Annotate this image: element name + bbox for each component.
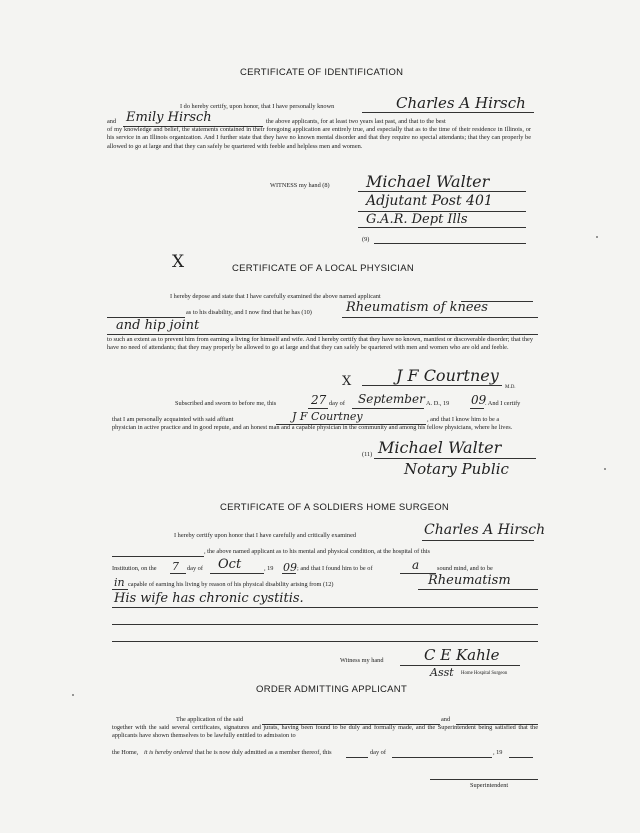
eleven-label: (11) xyxy=(362,451,373,458)
affiant-handwritten: J F Courtney xyxy=(292,410,363,423)
institution-day-handwritten: 7 xyxy=(172,560,179,573)
applicant-name-handwritten: Charles A Hirsch xyxy=(396,94,526,112)
sworn-text-c: A. D., 19 xyxy=(426,400,450,407)
nine-line xyxy=(374,243,526,244)
physician-line2: as to his disability, and I now find that he has (10) xyxy=(186,309,312,316)
asst-handwritten: Asst xyxy=(430,666,454,679)
order-day-line xyxy=(346,757,368,758)
institution-mind-handwritten: a xyxy=(412,558,420,572)
identification-intro: I do hereby certify, upon honor, that I have personally known xyxy=(180,103,335,110)
wife-condition-handwritten: His wife has chronic cystitis. xyxy=(114,591,304,606)
institution-text-a: Institution, on the xyxy=(112,565,157,572)
physician-signature-line xyxy=(362,385,502,386)
notary-signature-handwritten: Michael Walter xyxy=(378,438,502,457)
sworn-day-line xyxy=(308,408,328,409)
order-month-line xyxy=(392,757,492,758)
remarks-line-3 xyxy=(112,641,538,642)
institution-month-handwritten: Oct xyxy=(218,557,242,572)
witness-title-handwritten-1: Adjutant Post 401 xyxy=(366,193,493,209)
superintendent-signature-line xyxy=(430,779,538,780)
incapable-prefix-handwritten: in xyxy=(114,576,125,589)
sworn-year-line xyxy=(470,408,484,409)
md-label: M.D. xyxy=(505,385,516,390)
scan-speck xyxy=(596,236,598,238)
notary-signature-line xyxy=(374,458,536,459)
physician-signature-handwritten: J F Courtney xyxy=(396,366,499,385)
sworn-month-handwritten: September xyxy=(358,392,425,406)
acquaintance-text-b: , and that I know him to be a xyxy=(427,416,500,423)
spouse-name-handwritten: Emily Hirsch xyxy=(126,110,212,125)
sworn-day-handwritten: 27 xyxy=(311,393,327,407)
surgeon-signature-line xyxy=(400,665,520,666)
institution-year-handwritten: 09 xyxy=(283,561,297,574)
surgeon-line2: , the above named applicant as to his mental and physical condition, at the hospital of this xyxy=(204,548,430,555)
acquaintance-text-a: that I am personally acquainted with said affiant xyxy=(112,416,234,423)
remarks-line-1 xyxy=(112,607,538,608)
institution-text-c: , 19 xyxy=(264,565,274,572)
remarks-line-2 xyxy=(112,624,538,625)
identification-body: of my knowledge and belief, the statements contained in their foregoing application are entirely true, and especially that as to the time of their residence in Illinois, or his service in an Illinois organization. And I further state that they have no known mental disorder and that they require no special attendants; that they can properly be allowed to go at large and that they can safely be quartered with feeble and helpless men and women. xyxy=(107,126,531,150)
order-line3-a: the Home, xyxy=(112,749,139,756)
sworn-text-a: Subscribed and sworn to before me, this xyxy=(175,400,277,407)
order-year-line xyxy=(509,757,533,758)
nine-label: (9) xyxy=(362,236,370,243)
disability-handwritten-2: and hip joint xyxy=(116,318,200,333)
order-body: together with the said several certificates, signatures and jurats, having been found to be duly and formally made, and the Superintendent being satisfied that the applicants have shown themselves to be lawfully entitled to admission to xyxy=(112,724,538,740)
witness-label: WITNESS my hand (8) xyxy=(270,182,330,189)
institution-text-b: day of xyxy=(187,565,203,572)
disability-line-2 xyxy=(107,334,538,335)
sworn-text-b: day of xyxy=(329,400,345,407)
x-mark: X xyxy=(172,252,185,272)
institution-day-line xyxy=(170,573,186,574)
institution-text-d: ; and that I found him to be of xyxy=(297,565,373,572)
order-title: ORDER ADMITTING APPLICANT xyxy=(256,684,408,695)
physician-body: to such an extent as to prevent him from earning a living for himself and wife. And I hereby certify that they have no known, manifest or discoverable disorder; that they have no need of attendants; that they may properly be allowed to go at large and that they can safely be quartered with men and women who are old and feeble. xyxy=(107,336,533,352)
witness-signature-handwritten: Michael Walter xyxy=(366,172,490,191)
sworn-text-d: . And I certify xyxy=(485,400,521,407)
order-line1-a: The application of the said xyxy=(176,716,244,723)
identification-title: CERTIFICATE OF IDENTIFICATION xyxy=(240,67,404,78)
institution-month-line xyxy=(210,573,264,574)
incapable-text: capable of earning his living by reason of his physical disability arising from (12) xyxy=(128,581,334,588)
witness-title-line-2 xyxy=(358,227,526,228)
incapable-prefix-line xyxy=(112,589,128,590)
surgeon-intro: I hereby certify upon honor that I have carefully and critically examined xyxy=(174,532,357,539)
signature-x-mark: X xyxy=(342,374,352,389)
incapable-reason-line xyxy=(418,589,538,590)
witness-title-handwritten-2: G.A.R. Dept Ills xyxy=(366,212,468,227)
incapable-reason-handwritten: Rheumatism xyxy=(428,573,511,588)
physician-intro: I hereby depose and state that I have carefully examined the above named applicant xyxy=(170,293,381,300)
sworn-month-line xyxy=(352,408,424,409)
institution-text-e: sound mind, and to be xyxy=(437,565,493,572)
superintendent-label: Superintendent xyxy=(470,782,509,789)
notary-title-handwritten: Notary Public xyxy=(404,460,509,478)
surgeon-witness-label: Witness my hand xyxy=(340,657,384,664)
order-hereby-ordered: it is hereby ordered xyxy=(144,749,193,756)
surgeon-name-line xyxy=(422,540,534,541)
applicant-name-line xyxy=(362,112,534,113)
witness-signature-line xyxy=(358,191,526,192)
surgeon-name-handwritten: Charles A Hirsch xyxy=(424,522,546,538)
and-label: and xyxy=(107,118,117,125)
sworn-year-handwritten: 09 xyxy=(471,393,487,407)
surgeon-title: CERTIFICATE OF A SOLDIERS HOME SURGEON xyxy=(220,502,450,513)
physician-title: CERTIFICATE OF A LOCAL PHYSICIAN xyxy=(232,263,415,274)
acquaintance-body: physician in active practice and in good repute, and an honest man and a capable physician in the community and among his fellow physicians, where he lives. xyxy=(112,424,513,431)
scan-speck xyxy=(72,694,74,696)
order-line3-c: day of xyxy=(370,749,386,756)
disability-handwritten: Rheumatism of knees xyxy=(346,300,488,315)
surgeon-signature-handwritten: C E Kahle xyxy=(424,646,500,664)
surgeon-name-line-2 xyxy=(112,556,204,557)
disability-line xyxy=(342,317,538,318)
scan-speck xyxy=(604,468,606,470)
order-line3-b: that he is now duly admitted as a member thereof, this xyxy=(195,749,332,756)
surgeon-title-label: Home Hospital Surgeon xyxy=(461,671,508,676)
order-line3-d: , 19 xyxy=(493,749,503,756)
identification-body-line1: the above applicants, for at least two years last past, and that to the best xyxy=(266,118,446,125)
order-and-label: and xyxy=(441,716,451,723)
